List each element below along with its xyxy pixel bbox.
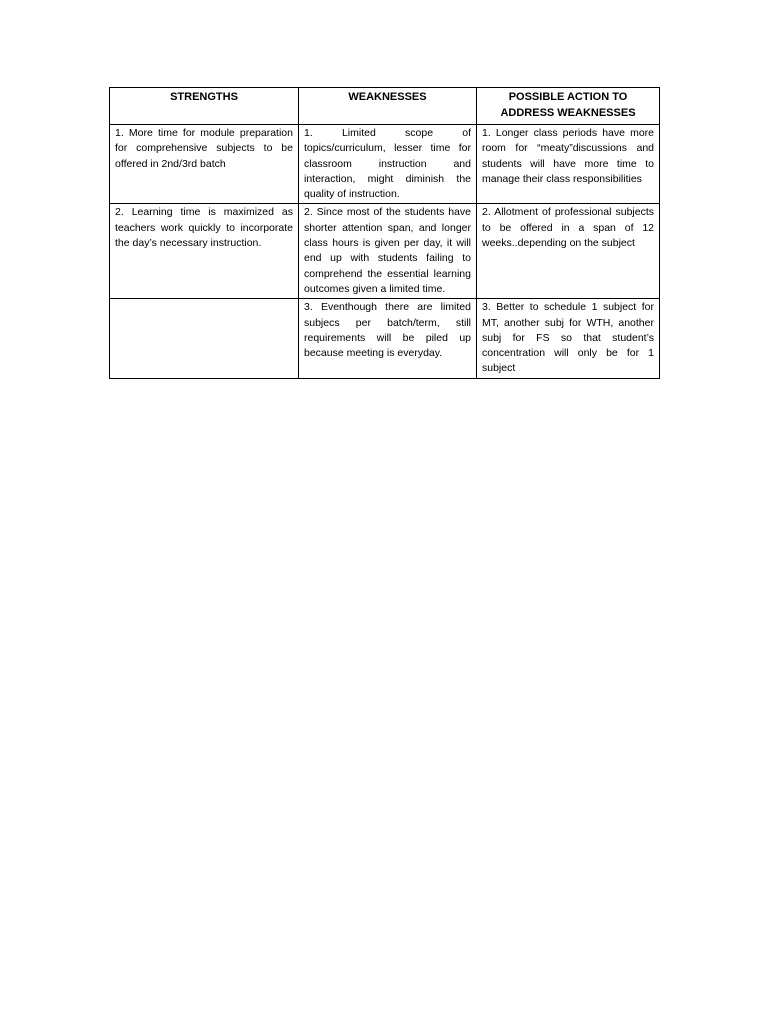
table-row <box>110 204 660 299</box>
table-header <box>110 88 660 125</box>
strength-cell: 1. More time for module preparation for comprehensive subjects to be offered in 2nd/3rd batch <box>110 125 299 204</box>
strength-cell: 2. Learning time is maximized as teachers work quickly to incorporate the day’s necessary instruction. <box>110 204 299 299</box>
swot-table <box>109 87 660 379</box>
table-row <box>110 299 660 378</box>
table-row <box>110 125 660 204</box>
header-weaknesses: WEAKNESSES <box>299 88 477 125</box>
weakness-cell: 3. Eventhough there are limited subjecs per batch/term, still requirements will be piled up because meeting is everyday. <box>299 299 477 378</box>
header-row <box>110 88 660 125</box>
table-body <box>110 125 660 379</box>
action-cell: 2. Allotment of professional subjects to be offered in a span of 12 weeks..depending on the subject <box>477 204 660 299</box>
header-possible-action: POSSIBLE ACTION TO ADDRESS WEAKNESSES <box>477 88 660 125</box>
strength-cell <box>110 299 299 378</box>
action-cell: 3. Better to schedule 1 subject for MT, another subj for WTH, another subj for FS so that student’s concentration will only be for 1 subject <box>477 299 660 378</box>
weakness-cell: 2. Since most of the students have shorter attention span, and longer class hours is given per day, it will end up with students failing to comprehend the essential learning outcomes given a limited time. <box>299 204 477 299</box>
weakness-cell: 1. Limited scope of topics/curriculum, lesser time for classroom instruction and interaction, might diminish the quality of instruction. <box>299 125 477 204</box>
header-strengths: STRENGTHS <box>110 88 299 125</box>
action-cell: 1. Longer class periods have more room for “meaty”discussions and students will have more time to manage their class responsibilities <box>477 125 660 204</box>
